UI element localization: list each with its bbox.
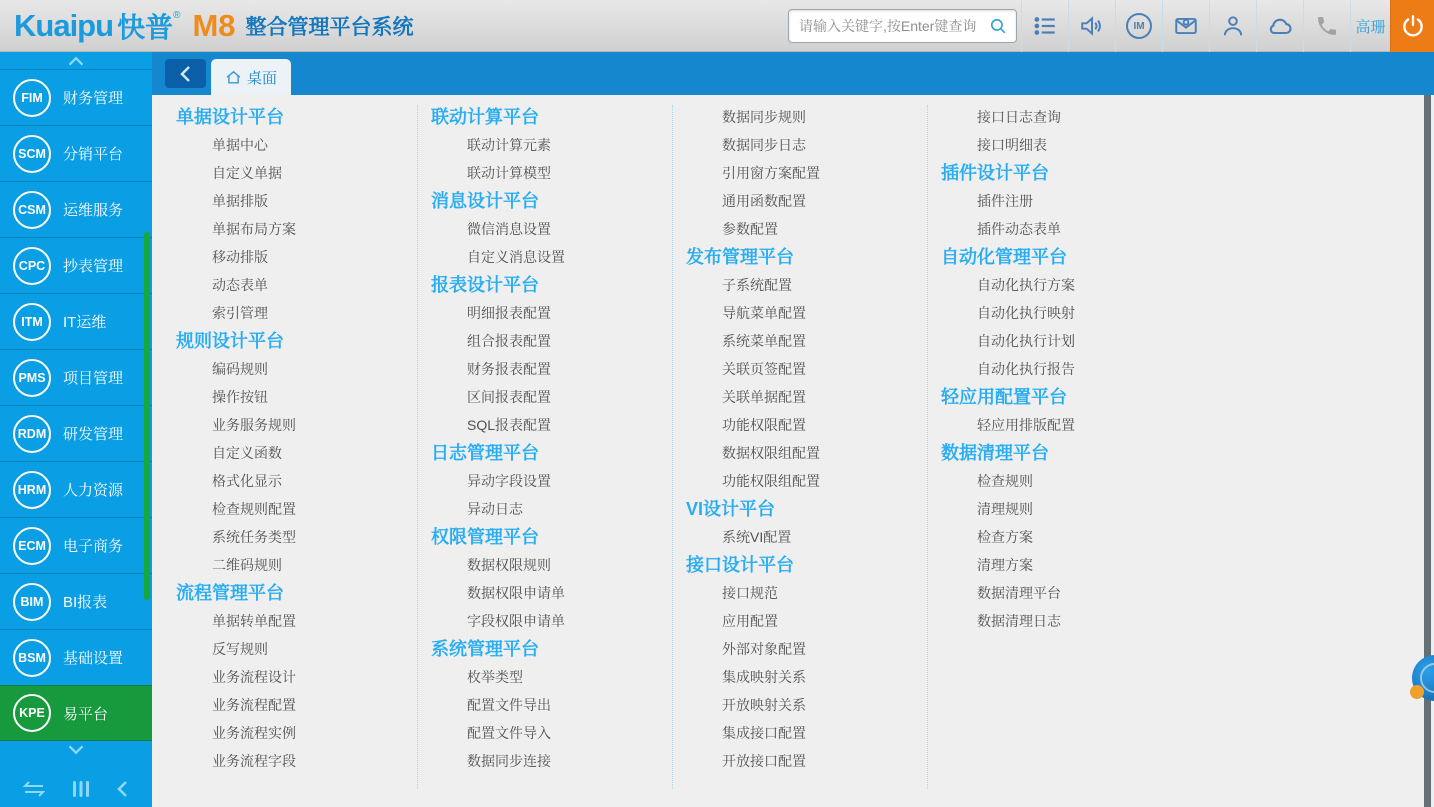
menu-item[interactable]: 微信消息设置	[467, 221, 551, 237]
menu-item[interactable]: 子系统配置	[722, 277, 792, 293]
menu-item[interactable]: 接口规范	[722, 585, 778, 601]
menu-panel	[152, 95, 1434, 807]
menu-item[interactable]: 数据权限组配置	[722, 445, 820, 461]
module-code-badge: FIM	[13, 79, 51, 117]
menu-category: 发布管理平台	[686, 247, 794, 267]
menu-item[interactable]: 动态表单	[212, 277, 268, 293]
tab-desktop[interactable]	[211, 59, 291, 95]
menu-item[interactable]: 异动日志	[467, 501, 523, 517]
sidebar-item-cpc[interactable]	[0, 237, 152, 293]
menu-item[interactable]: 数据同步规则	[722, 109, 806, 125]
floating-assistant-badge[interactable]	[1412, 655, 1434, 701]
menu-item[interactable]: 自动化执行报告	[977, 361, 1075, 377]
sidebar-item-rdm[interactable]	[0, 405, 152, 461]
sidebar-item-kpe[interactable]	[0, 685, 152, 741]
sidebar-item-fim[interactable]	[0, 69, 152, 125]
menu-item[interactable]: 系统菜单配置	[722, 333, 806, 349]
menu-item[interactable]: 接口明细表	[977, 137, 1047, 153]
sidebar-item-label: BI报表	[63, 594, 108, 611]
sidebar-item-label: IT运维	[63, 314, 107, 331]
menu-category: 联动计算平台	[431, 107, 539, 127]
menu-item[interactable]: 应用配置	[722, 613, 778, 629]
logo-latin: Kuaipu	[14, 8, 114, 43]
cloud-button[interactable]	[1256, 0, 1303, 52]
menu-item[interactable]: 自动化执行计划	[977, 333, 1075, 349]
menu-item[interactable]: 自定义函数	[212, 445, 282, 461]
menu-item[interactable]: 反写规则	[212, 641, 268, 657]
main-area	[152, 52, 1434, 807]
menu-item[interactable]: 编码规则	[212, 361, 268, 377]
module-code-badge: ITM	[13, 303, 51, 341]
menu-item[interactable]: 枚举类型	[467, 669, 523, 685]
menu-item[interactable]: 配置文件导入	[467, 725, 551, 741]
menu-item[interactable]: 外部对象配置	[722, 641, 806, 657]
logo-product: M8	[192, 8, 236, 43]
menu-item[interactable]: 数据同步连接	[467, 753, 551, 769]
menu-category: 规则设计平台	[176, 331, 284, 351]
menu-item[interactable]: 接口日志查询	[977, 109, 1061, 125]
sidebar-scroll-down-button[interactable]	[0, 741, 152, 758]
module-code-badge: CSM	[13, 191, 51, 229]
module-code-badge: PMS	[13, 359, 51, 397]
menu-item[interactable]: 数据清理平台	[977, 585, 1061, 601]
menu-item[interactable]: 组合报表配置	[467, 333, 551, 349]
sidebar-item-label: 项目管理	[63, 370, 124, 387]
sidebar-module-list	[0, 69, 152, 741]
menu-column-2	[431, 103, 671, 775]
search-input[interactable]	[789, 18, 989, 34]
menu-item[interactable]: 索引管理	[212, 305, 268, 321]
power-icon	[1400, 13, 1426, 39]
collapse-sidebar-button[interactable]	[115, 778, 131, 800]
sidebar-item-csm[interactable]	[0, 181, 152, 237]
sidebar-item-label: 财务管理	[63, 90, 124, 107]
menu-item[interactable]: 字段权限申请单	[467, 613, 565, 629]
menu-item[interactable]: 联动计算元素	[467, 137, 551, 153]
sidebar-item-scm[interactable]	[0, 125, 152, 181]
menu-item[interactable]: 引用窗方案配置	[722, 165, 820, 181]
sidebar-scroll-up-button[interactable]	[0, 52, 152, 69]
menu-item[interactable]: 功能权限配置	[722, 417, 806, 433]
menu-item[interactable]: 参数配置	[722, 221, 778, 237]
logo-subtitle: 整合管理平台系统	[245, 16, 414, 39]
sidebar	[0, 52, 152, 807]
menu-item[interactable]: 单据排版	[212, 193, 268, 209]
menu-item[interactable]: 财务报表配置	[467, 361, 551, 377]
menu-item[interactable]: 系统VI配置	[722, 529, 792, 545]
user-button[interactable]	[1209, 0, 1256, 52]
menu-item[interactable]: 系统任务类型	[212, 529, 296, 545]
menu-category: 单据设计平台	[176, 107, 284, 127]
menu-item[interactable]: 业务服务规则	[212, 417, 296, 433]
menu-item[interactable]: 检查规则配置	[212, 501, 296, 517]
menu-item[interactable]: 联动计算模型	[467, 165, 551, 181]
list-icon	[1032, 13, 1058, 39]
menu-category: 数据清理平台	[941, 443, 1049, 463]
cloud-icon	[1266, 12, 1294, 40]
menu-column-3	[686, 103, 926, 775]
sidebar-item-bsm[interactable]	[0, 629, 152, 685]
global-search	[788, 9, 1017, 43]
menu-item[interactable]: 功能权限组配置	[722, 473, 820, 489]
menu-item[interactable]: 单据中心	[212, 137, 268, 153]
sidebar-item-label: 电子商务	[63, 538, 124, 555]
menu-item[interactable]: 数据同步日志	[722, 137, 806, 153]
collapse-columns-button[interactable]	[69, 778, 93, 800]
menu-item[interactable]: 清理方案	[977, 557, 1033, 573]
menu-item[interactable]: 业务流程实例	[212, 725, 296, 741]
current-user[interactable]	[1350, 0, 1390, 52]
menu-item[interactable]: 数据权限规则	[467, 557, 551, 573]
mail-icon	[1173, 13, 1199, 39]
user-icon	[1220, 13, 1246, 39]
username-label: 高珊	[1355, 18, 1386, 36]
task-list-button[interactable]	[1021, 0, 1068, 52]
menu-item[interactable]: 导航菜单配置	[722, 305, 806, 321]
tab-bar	[152, 52, 1434, 95]
menu-item[interactable]: 开放映射关系	[722, 697, 806, 713]
menu-category: 消息设计平台	[431, 191, 539, 211]
module-code-badge: HRM	[13, 471, 51, 509]
app-logo	[14, 0, 414, 52]
column-divider	[927, 105, 928, 789]
menu-category: 插件设计平台	[941, 163, 1049, 183]
menu-item[interactable]: 单据布局方案	[212, 221, 296, 237]
menu-item[interactable]: 关联页签配置	[722, 361, 806, 377]
menu-item[interactable]: 通用函数配置	[722, 193, 806, 209]
menu-item[interactable]: 异动字段设置	[467, 473, 551, 489]
menu-item[interactable]: 集成映射关系	[722, 669, 806, 685]
header-icon-bar	[1021, 0, 1434, 52]
module-code-badge: SCM	[13, 135, 51, 173]
menu-item[interactable]: 检查规则	[977, 473, 1033, 489]
menu-category: 轻应用配置平台	[941, 387, 1067, 407]
menu-item[interactable]: 检查方案	[977, 529, 1033, 545]
module-code-badge: BSM	[13, 639, 51, 677]
module-code-badge: CPC	[13, 247, 51, 285]
im-icon: IM	[1126, 13, 1152, 39]
phone-icon	[1315, 14, 1339, 38]
menu-category: 报表设计平台	[431, 275, 539, 295]
menu-column-1	[176, 103, 416, 775]
sidebar-item-itm[interactable]	[0, 293, 152, 349]
menu-category: 自动化管理平台	[941, 247, 1067, 267]
sidebar-item-label: 人力资源	[63, 482, 124, 499]
menu-column-4	[941, 103, 1181, 635]
menu-item[interactable]: 清理规则	[977, 501, 1033, 517]
menu-item[interactable]: 自定义消息设置	[467, 249, 565, 265]
module-code-badge: BIM	[13, 583, 51, 621]
menu-item[interactable]: 插件注册	[977, 193, 1033, 209]
menu-item[interactable]: 业务流程配置	[212, 697, 296, 713]
header	[0, 0, 1434, 52]
logo-registered-mark: ®	[173, 10, 181, 21]
speaker-icon	[1079, 13, 1105, 39]
menu-item[interactable]: 明细报表配置	[467, 305, 551, 321]
im-button[interactable]	[1115, 0, 1162, 52]
menu-category: 系统管理平台	[431, 639, 539, 659]
sidebar-item-label: 抄表管理	[63, 258, 124, 275]
menu-item[interactable]: SQL报表配置	[467, 417, 552, 433]
menu-category: VI设计平台	[686, 499, 776, 519]
sidebar-item-label: 易平台	[63, 705, 109, 723]
menu-item[interactable]: 二维码规则	[212, 557, 282, 573]
column-divider	[672, 105, 673, 789]
module-code-badge: ECM	[13, 527, 51, 565]
chevron-down-icon	[65, 743, 87, 757]
columns-icon	[69, 778, 93, 800]
menu-item[interactable]: 插件动态表单	[977, 221, 1061, 237]
menu-item[interactable]: 区间报表配置	[467, 389, 551, 405]
chevron-up-icon	[65, 54, 87, 68]
menu-category: 权限管理平台	[431, 527, 539, 547]
tab-back-button[interactable]	[165, 59, 206, 88]
menu-item[interactable]: 配置文件导出	[467, 697, 551, 713]
menu-item[interactable]: 关联单据配置	[722, 389, 806, 405]
chevron-left-icon	[179, 65, 193, 83]
menu-category: 接口设计平台	[686, 555, 794, 575]
menu-item[interactable]: 单据转单配置	[212, 613, 296, 629]
menu-item[interactable]: 数据清理日志	[977, 613, 1061, 629]
search-icon[interactable]	[989, 17, 1008, 36]
menu-category: 流程管理平台	[176, 583, 284, 603]
menu-item[interactable]: 集成接口配置	[722, 725, 806, 741]
announcement-button[interactable]	[1068, 0, 1115, 52]
sidebar-item-hrm[interactable]	[0, 461, 152, 517]
menu-category: 日志管理平台	[431, 443, 539, 463]
sidebar-item-pms[interactable]	[0, 349, 152, 405]
menu-item[interactable]: 数据权限申请单	[467, 585, 565, 601]
sidebar-toolbar	[0, 771, 152, 807]
phone-button[interactable]	[1303, 0, 1350, 52]
chevron-left-icon	[115, 778, 131, 800]
sidebar-scrollbar-thumb[interactable]	[144, 232, 150, 600]
module-code-badge: RDM	[13, 415, 51, 453]
module-code-badge: KPE	[13, 694, 51, 732]
menu-item[interactable]: 轻应用排版配置	[977, 417, 1075, 433]
menu-item[interactable]: 操作按钮	[212, 389, 268, 405]
menu-item[interactable]: 移动排版	[212, 249, 268, 265]
menu-item[interactable]: 业务流程设计	[212, 669, 296, 685]
home-icon	[225, 69, 242, 86]
sidebar-item-label: 分销平台	[63, 146, 124, 163]
column-divider	[417, 105, 418, 789]
sidebar-item-bim[interactable]	[0, 573, 152, 629]
sidebar-item-ecm[interactable]	[0, 517, 152, 573]
menu-item[interactable]: 自动化执行方案	[977, 277, 1075, 293]
mail-button[interactable]	[1162, 0, 1209, 52]
menu-item[interactable]: 自定义单据	[212, 165, 282, 181]
menu-item[interactable]: 自动化执行映射	[977, 305, 1075, 321]
swap-arrows-icon	[21, 778, 47, 800]
tab-label: 桌面	[247, 69, 278, 87]
logo-chinese: 快普	[117, 12, 174, 43]
menu-item[interactable]: 开放接口配置	[722, 753, 806, 769]
logout-button[interactable]	[1390, 0, 1434, 52]
menu-item[interactable]: 格式化显示	[212, 473, 282, 489]
sidebar-item-label: 基础设置	[63, 650, 124, 667]
sidebar-item-label: 运维服务	[63, 202, 124, 219]
sidebar-item-label: 研发管理	[63, 426, 124, 443]
status-dot	[1410, 685, 1424, 699]
switch-view-button[interactable]	[21, 778, 47, 800]
menu-item[interactable]: 业务流程字段	[212, 753, 296, 769]
